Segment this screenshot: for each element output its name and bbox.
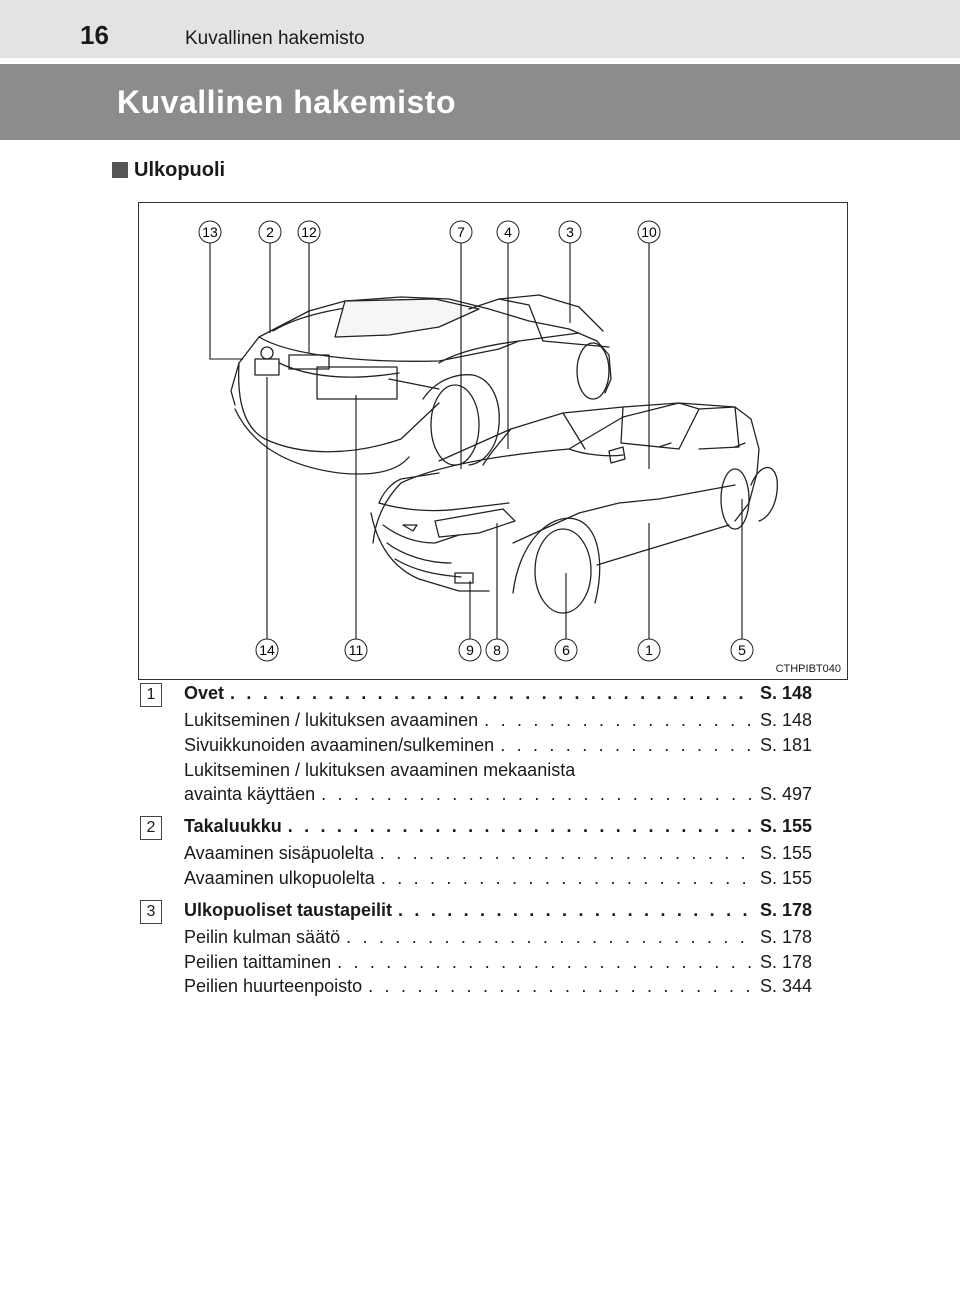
callout-10 — [638, 221, 660, 243]
item-page: S. 344 — [759, 976, 812, 996]
banner-title: Kuvallinen hakemisto — [117, 84, 456, 120]
entry-number-badge: 1 — [140, 683, 162, 707]
entry-page: S. 148 — [759, 683, 812, 703]
entry-item-row[interactable] — [184, 868, 812, 890]
entry-title-row[interactable] — [184, 816, 812, 838]
entry-page: S. 155 — [759, 816, 812, 836]
callout-label: 6 — [562, 642, 570, 658]
callout-label: 1 — [645, 642, 653, 658]
callout-11 — [345, 639, 367, 661]
callout-label: 12 — [301, 224, 317, 240]
rear-car-drawing — [231, 295, 611, 474]
item-page: S. 178 — [759, 927, 812, 947]
item-text: avainta käyttäen — [184, 784, 316, 804]
callout-5 — [731, 639, 753, 661]
item-page: S. 148 — [759, 710, 812, 730]
entry-item-row — [184, 760, 812, 782]
callout-12 — [298, 221, 320, 243]
item-text: Peilin kulman säätö — [184, 927, 341, 947]
item-text: Peilien huurteenpoisto — [184, 976, 363, 996]
item-text: Avaaminen sisäpuolelta — [184, 843, 374, 863]
section-label: Ulkopuoli — [134, 158, 226, 181]
callout-label: 4 — [504, 224, 512, 240]
entry-item-row[interactable] — [184, 735, 812, 757]
item-text: Lukitseminen / lukituksen avaaminen mekaanista — [184, 760, 576, 780]
item-page: S. 181 — [759, 735, 812, 755]
callout-label: 9 — [466, 642, 474, 658]
running-title: Kuvallinen hakemisto — [185, 28, 365, 49]
callout-8 — [486, 639, 508, 661]
section-heading — [112, 158, 225, 182]
callout-4 — [497, 221, 519, 243]
callout-9 — [459, 639, 481, 661]
callout-label: 2 — [266, 224, 274, 240]
entry-item-row[interactable] — [184, 927, 812, 949]
figure-code: CTHPIBT040 — [775, 663, 841, 675]
callout-7 — [450, 221, 472, 243]
item-text: Sivuikkunoiden avaaminen/sulkeminen — [184, 735, 495, 755]
entry-item-row[interactable] — [184, 952, 812, 974]
entry-number-badge: 3 — [140, 900, 162, 924]
callout-label: 5 — [738, 642, 746, 658]
entry-title-row[interactable] — [184, 900, 812, 922]
callout-label: 8 — [493, 642, 501, 658]
entry-title: Takaluukku — [184, 816, 282, 836]
item-text: Peilien taittaminen — [184, 952, 332, 972]
entry-title: Ulkopuoliset taustapeilit — [184, 900, 393, 920]
car-exterior-figure — [138, 202, 848, 680]
entry-title: Ovet — [184, 683, 225, 703]
entry-title-row[interactable] — [184, 683, 812, 705]
callout-label: 7 — [457, 224, 465, 240]
item-text: Avaaminen ulkopuolelta — [184, 868, 375, 888]
square-bullet-icon — [112, 162, 128, 178]
callout-6 — [555, 639, 577, 661]
callout-1 — [638, 639, 660, 661]
page-number: 16 — [80, 20, 109, 50]
entry-item-row[interactable] — [184, 784, 812, 806]
entry-item-row[interactable] — [184, 976, 812, 998]
item-page: S. 155 — [759, 868, 812, 888]
callout-label: 13 — [202, 224, 218, 240]
callout-2 — [259, 221, 281, 243]
callout-label: 3 — [566, 224, 574, 240]
item-page: S. 178 — [759, 952, 812, 972]
callout-13 — [199, 221, 221, 243]
callout-label: 10 — [641, 224, 657, 240]
callout-label: 11 — [348, 642, 364, 658]
item-page: S. 497 — [759, 784, 812, 804]
entry-page: S. 178 — [759, 900, 812, 920]
callout-3 — [559, 221, 581, 243]
chapter-banner — [0, 64, 960, 140]
callout-label: 14 — [259, 642, 275, 658]
entry-item-row[interactable] — [184, 843, 812, 865]
item-page: S. 155 — [759, 843, 812, 863]
top-header-bar — [0, 0, 960, 58]
car-illustration — [139, 203, 847, 679]
callout-14 — [256, 639, 278, 661]
entry-item-row[interactable] — [184, 710, 812, 732]
item-text: Lukitseminen / lukituksen avaaminen — [184, 710, 479, 730]
entry-number-badge: 2 — [140, 816, 162, 840]
